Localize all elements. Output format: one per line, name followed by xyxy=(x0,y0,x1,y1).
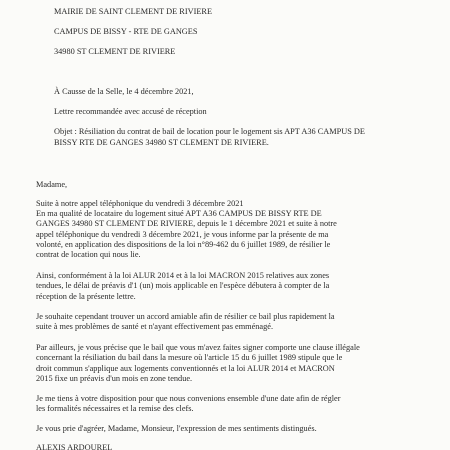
paragraph-1-line: GANGES 34980 ST CLEMENT DE RIVIERE, depuis le 1 décembre 2021 et suite à notre xyxy=(36,219,337,229)
paragraph-3-line: suite à mes problèmes de santé et n'ayant effectivement pas emménagé. xyxy=(36,322,274,332)
paragraph-5 xyxy=(36,394,340,415)
subject-line-1: Objet : Résiliation du contrat de bail de location pour le logement sis APT A36 CAMPUS DE xyxy=(54,127,365,136)
paragraph-5-line: Je me tiens à votre disposition pour que nous convenions ensemble d'une date afin de régler xyxy=(36,394,341,403)
paragraph-1-line: volonté, en application des dispositions de la loi n°89-462 du 6 juillet 1989, de résilier le xyxy=(36,239,331,249)
paragraph-3 xyxy=(36,312,335,333)
paragraph-4-line: 2015 fixe un préavis d'un mois en zone tendue. xyxy=(36,373,193,383)
signature-name: ALEXIS ARDOUREL xyxy=(36,443,113,450)
paragraph-2 xyxy=(36,271,329,302)
place-date: À Causse de la Selle, le 4 décembre 2021, xyxy=(54,87,194,96)
intro-line: Suite à notre appel téléphonique du vendredi 3 décembre 2021 xyxy=(36,199,244,208)
subject-line-2: BISSY RTE DE GANGES 34980 ST CLEMENT DE RIVIERE. xyxy=(54,138,269,147)
paragraph-1-line: contrat de location qui nous lie. xyxy=(36,250,141,260)
paragraph-2-line: Ainsi, conformément à la loi ALUR 2014 et à la loi MACRON 2015 relatives aux zones xyxy=(36,271,330,280)
paragraph-1-line: appel téléphonique du vendredi 3 décembre 2021, je vous informe par la présente de ma xyxy=(36,229,329,239)
sender-line-3: 34980 ST CLEMENT DE RIVIERE xyxy=(54,47,176,56)
paragraph-4-line: droit commun s'applique aux logements conventionnés et la loi ALUR 2014 et MACRON xyxy=(36,363,335,373)
paragraph-2-line: tendues, le délai de préavis d'1 (un) mois applicable en l'espèce débutera à compter de la xyxy=(36,281,330,291)
paragraph-3-line: Je souhaite cependant trouver un accord amiable afin de résilier ce bail plus rapidement la xyxy=(36,312,335,321)
sender-line-2: CAMPUS DE BISSY - RTE DE GANGES xyxy=(54,27,198,36)
paragraph-5-line: les formalités nécessaires et la remise des clefs. xyxy=(36,404,194,414)
mail-type: Lettre recommandée avec accusé de réception xyxy=(54,107,207,116)
paragraph-2-line: réception de la présente lettre. xyxy=(36,291,136,301)
sender-line-1: MAIRIE DE SAINT CLEMENT DE RIVIERE xyxy=(54,7,213,16)
closing: Je vous prie d'agréer, Madame, Monsieur, l'expression de mes sentiments distingués. xyxy=(36,424,317,433)
paragraph-4-line: concernant la résiliation du bail dans la mesure où l'article 15 du 6 juillet 1989 stipule que le xyxy=(36,353,343,363)
paragraph-1-line: En ma qualité de locataire du logement situé APT A36 CAMPUS DE BISSY RTE DE xyxy=(36,209,322,218)
paragraph-1 xyxy=(36,209,337,260)
paragraph-4-line: Par ailleurs, je vous précise que le bail que vous m'avez faites signer comporte une clause illégale xyxy=(36,343,360,352)
salutation: Madame, xyxy=(36,180,68,189)
paragraph-4 xyxy=(36,343,360,384)
